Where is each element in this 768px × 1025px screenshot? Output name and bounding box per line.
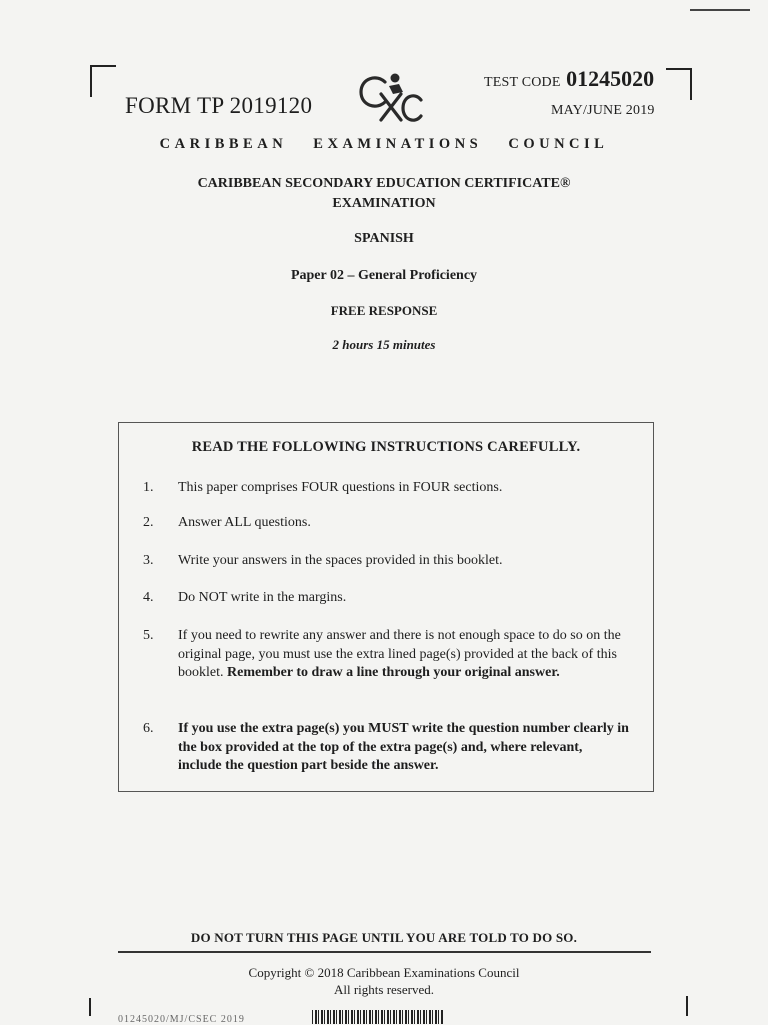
corner-mark-top-left: [90, 65, 116, 97]
instruction-bold-text: Remember to draw a line through your original answer.: [227, 665, 560, 680]
copyright-line: Copyright © 2018 Caribbean Examinations Council: [248, 965, 520, 980]
instruction-plain-text: If you need to rewrite any answer and there is not enough space to do so on the original page, you must use the extra lined page(s) provided at the back of this booklet.: [178, 628, 621, 680]
do-not-turn-warning: DO NOT TURN THIS PAGE UNTIL YOU ARE TOLD TO DO SO.: [190, 930, 578, 945]
instruction-text: Do NOT write in the margins.: [178, 590, 347, 605]
test-code-label: TEST CODE: [484, 75, 561, 90]
test-code-number: 01245020: [566, 66, 655, 91]
registration-tick-left: [89, 998, 91, 1016]
duration: 2 hours 15 minutes: [332, 337, 436, 352]
page-code: 01245020/MJ/CSEC 2019: [118, 1014, 245, 1025]
instruction-number: 5.: [143, 628, 154, 643]
instruction-number: 2.: [143, 515, 154, 530]
instruction-text: Answer ALL questions.: [178, 515, 311, 530]
instruction-number: 3.: [143, 553, 154, 568]
paper-title: Paper 02 – General Proficiency: [290, 268, 478, 283]
subject: SPANISH: [354, 231, 414, 246]
instruction-number: 4.: [143, 590, 154, 605]
instructions-heading: READ THE FOLLOWING INSTRUCTIONS CAREFULLY.: [191, 439, 581, 455]
rights-line: All rights reserved.: [333, 982, 434, 997]
footer-rule: [118, 951, 651, 953]
form-code: FORM TP 2019120: [125, 93, 313, 118]
certificate-line-2: EXAMINATION: [332, 196, 436, 211]
instruction-text: This paper comprises FOUR questions in FOUR sections.: [178, 480, 503, 495]
scan-edge-line: [690, 9, 750, 11]
certificate-line-1: CARIBBEAN SECONDARY EDUCATION CERTIFICATE®: [197, 176, 571, 191]
instruction-number: 6.: [143, 721, 154, 736]
instruction-text: Write your answers in the spaces provided in this booklet.: [178, 553, 503, 568]
cxc-logo: [355, 70, 425, 126]
instruction-text: [178, 627, 629, 683]
certificate-title: [0, 174, 768, 214]
corner-mark-top-right: [666, 68, 692, 100]
response-type: FREE RESPONSE: [330, 303, 438, 318]
barcode: [312, 1010, 444, 1024]
exam-date: MAY/JUNE 2019: [551, 103, 655, 118]
instructions-box: [118, 422, 654, 792]
copyright-notice: [0, 964, 768, 998]
instruction-bold-text: If you use the extra page(s) you MUST write the question number clearly in the box provided at the top of the extra page(s) and, where relevant, include the question part beside the answer.: [178, 721, 629, 773]
registration-tick-right: [686, 996, 688, 1016]
instruction-number: 1.: [143, 480, 154, 495]
test-code: [484, 66, 654, 92]
council-name: CARIBBEAN EXAMINATIONS COUNCIL: [159, 136, 609, 152]
